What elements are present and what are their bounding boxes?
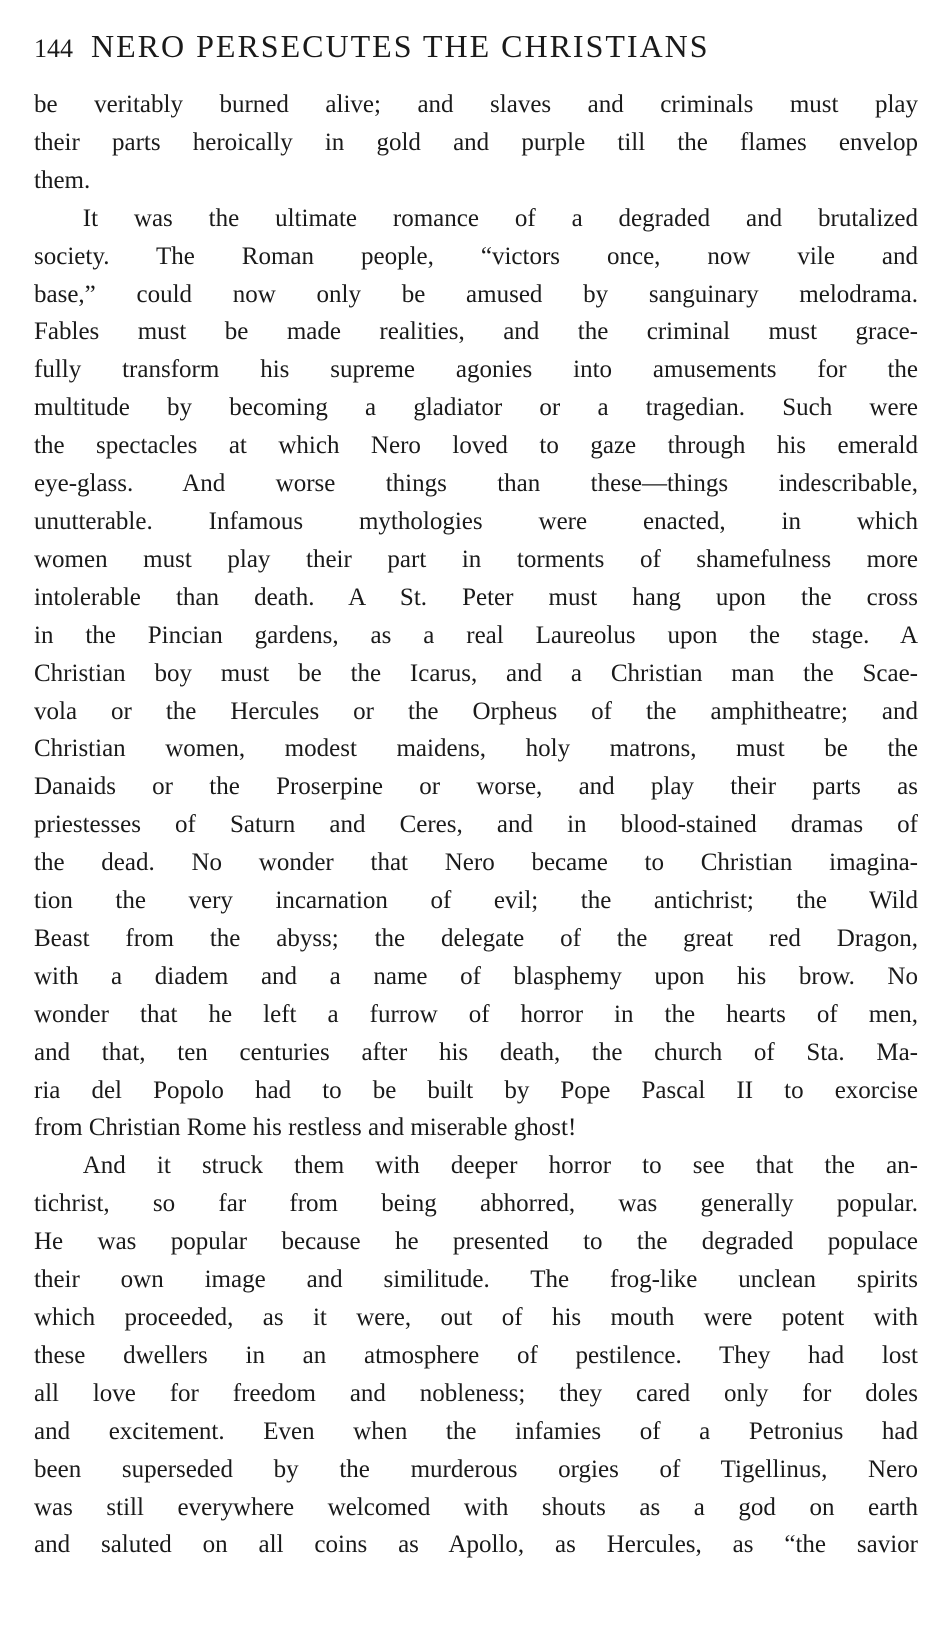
text-line: and saluted on all coins as Apollo, as Hercules, as “the savior [34, 1531, 918, 1559]
text-line: their parts heroically in gold and purple till the flames envelop [34, 128, 918, 156]
text-line: which proceeded, as it were, out of his mouth were potent with [34, 1304, 918, 1331]
text-line: the spectacles at which Nero loved to gaze through his emerald [34, 432, 918, 460]
text-line: ria del Popolo had to be built by Pope Pascal II to exorcise [34, 1076, 918, 1104]
running-title: NERO PERSECUTES THE CHRISTIANS [91, 28, 710, 64]
text-line: them. [34, 166, 91, 194]
text-line: priestesses of Saturn and Ceres, and in blood-stained dramas of [34, 811, 918, 839]
text-line: tichrist, so far from being abhorred, was generally popular. [34, 1190, 918, 1218]
text-line: Danaids or the Proserpine or worse, and play their parts as [34, 773, 918, 801]
text-line: been superseded by the murderous orgies of Tigellinus, Nero [34, 1455, 918, 1483]
text-line: Christian women, modest maidens, holy matrons, must be the [34, 735, 918, 763]
paragraph [34, 1147, 918, 1564]
text-line: from Christian Rome his restless and miserable ghost! [34, 1114, 577, 1142]
text-line: Fables must be made realities, and the criminal must grace- [34, 318, 918, 346]
text-line: tion the very incarnation of evil; the antichrist; the Wild [34, 887, 918, 915]
text-line: and that, ten centuries after his death, the church of Sta. Ma- [34, 1038, 918, 1066]
paragraph [34, 200, 918, 1148]
text-line: eye-glass. And worse things than these—things indescribable, [34, 470, 918, 498]
text-line: fully transform his supreme agonies into amusements for the [34, 356, 918, 384]
text-line: He was popular because he presented to the degraded populace [34, 1228, 918, 1256]
text-line: these dwellers in an atmosphere of pestilence. They had lost [34, 1341, 918, 1369]
page-number: 144 [34, 34, 73, 63]
text-line: intolerable than death. A St. Peter must hang upon the cross [34, 583, 918, 611]
text-line: their own image and similitude. The frog-like unclean spirits [34, 1266, 918, 1294]
text-line: unutterable. Infamous mythologies were enacted, in which [34, 507, 918, 535]
text-line: Christian boy must be the Icarus, and a Christian man the Scae- [34, 659, 918, 687]
text-line: wonder that he left a furrow of horror in the hearts of men, [34, 1000, 918, 1028]
text-line: was still everywhere welcomed with shouts as a god on earth [34, 1493, 918, 1521]
text-line: It was the ultimate romance of a degraded and brutalized [82, 204, 918, 232]
running-head [34, 28, 918, 86]
text-line: And it struck them with deeper horror to see that the an- [82, 1152, 918, 1180]
text-line: Beast from the abyss; the delegate of the great red Dragon, [34, 924, 918, 952]
text-line: in the Pincian gardens, as a real Laureolus upon the stage. A [34, 621, 918, 649]
text-line: base,” could now only be amused by sanguinary melodrama. [34, 280, 918, 308]
body-text [34, 86, 918, 1564]
text-line: be veritably burned alive; and slaves and criminals must play [34, 91, 918, 118]
text-line: society. The Roman people, “victors once, now vile and [34, 242, 918, 270]
paragraph [34, 86, 918, 200]
text-line: all love for freedom and nobleness; they cared only for doles [34, 1379, 918, 1407]
text-line: and excitement. Even when the infamies of a Petronius had [34, 1417, 918, 1445]
text-line: multitude by becoming a gladiator or a tragedian. Such were [34, 394, 918, 422]
text-line: women must play their part in torments of shamefulness more [34, 545, 918, 573]
book-page [34, 28, 918, 1564]
text-line: vola or the Hercules or the Orpheus of the amphitheatre; and [34, 697, 918, 725]
text-line: with a diadem and a name of blasphemy upon his brow. No [34, 962, 918, 990]
text-line: the dead. No wonder that Nero became to Christian imagina- [34, 849, 918, 877]
